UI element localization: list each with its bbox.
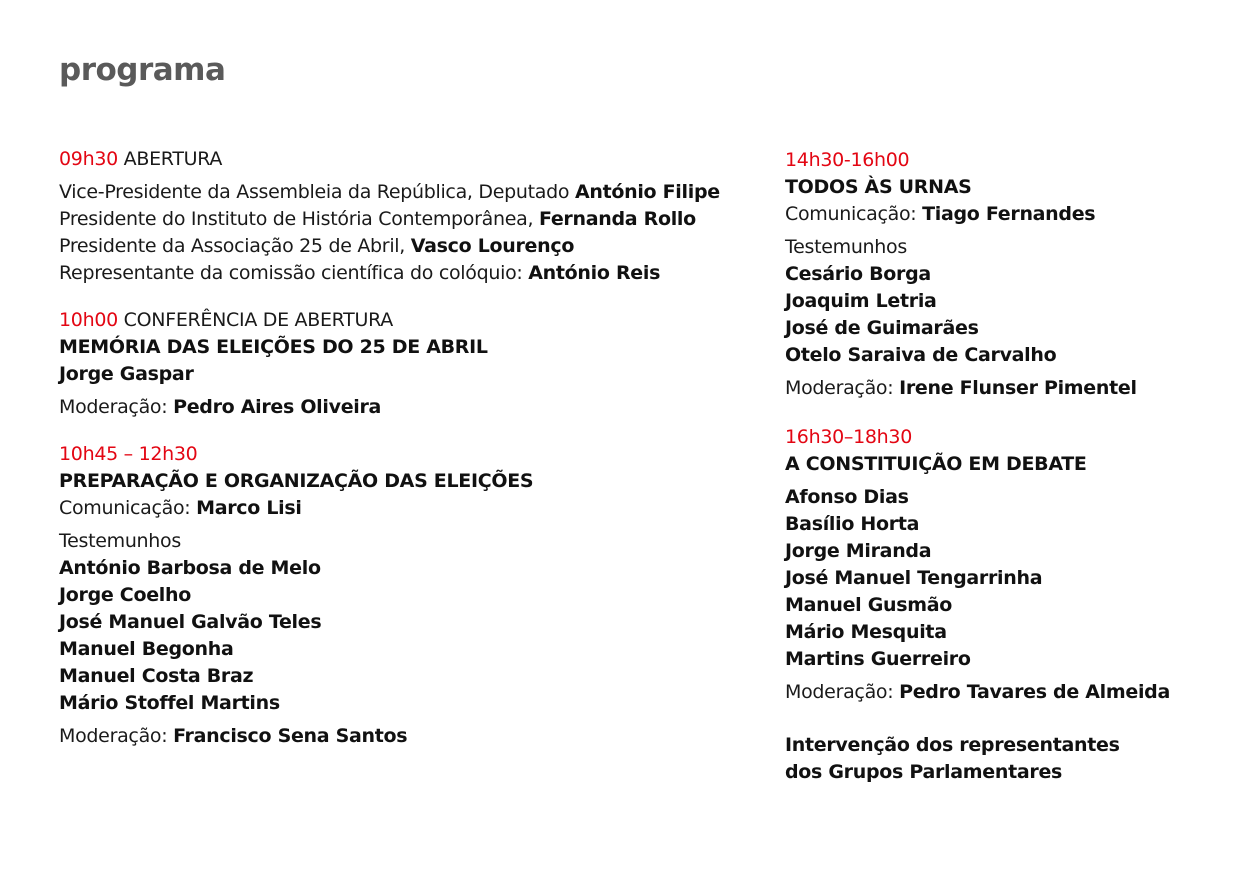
debate-speaker: Mário Mesquita: [785, 621, 947, 643]
session-time: 16h30–18h30: [785, 426, 912, 448]
testimony-speaker: António Barbosa de Melo: [59, 557, 321, 579]
communication-line: [59, 495, 759, 522]
speaker-name: Jorge Gaspar: [59, 363, 194, 385]
moderation-line: [59, 394, 759, 421]
speaker-role: Vice-Presidente da Assembleia da República, Deputado: [59, 181, 575, 203]
testimony-speaker: José de Guimarães: [785, 317, 979, 339]
moderator-name: Pedro Aires Oliveira: [173, 396, 382, 418]
moderation-line: [59, 723, 759, 750]
closing-line: Intervenção dos representantes: [785, 734, 1120, 756]
speaker-name: Fernanda Rollo: [538, 208, 696, 230]
session-constitution-debate: [785, 424, 1225, 706]
opening-speaker-line: [59, 260, 759, 287]
debate-speaker: Martins Guerreiro: [785, 648, 971, 670]
communication-speaker: Marco Lisi: [196, 497, 302, 519]
session-label: CONFERÊNCIA DE ABERTURA: [123, 309, 393, 331]
moderator-name: Pedro Tavares de Almeida: [899, 681, 1170, 703]
session-time: 10h45 – 12h30: [59, 443, 198, 465]
session-parliamentary-groups: [785, 732, 1225, 786]
session-label: ABERTURA: [123, 148, 223, 170]
session-opening-conference: [59, 307, 759, 421]
communication-line: [785, 201, 1225, 228]
speaker-role: Representante da comissão científica do colóquio:: [59, 262, 529, 284]
opening-speaker-line: [59, 206, 759, 233]
communication-speaker: Tiago Fernandes: [922, 203, 1096, 225]
testimonies-label: Testemunhos: [785, 236, 907, 258]
debate-speaker: Basílio Horta: [785, 513, 920, 535]
speaker-name: Vasco Lourenço: [410, 235, 575, 257]
session-time-line: [59, 307, 759, 334]
session-time: 09h30: [59, 148, 118, 170]
session-heading: MEMÓRIA DAS ELEIÇÕES DO 25 DE ABRIL: [59, 336, 488, 358]
moderation-label: Moderação:: [785, 681, 900, 703]
session-preparation: [59, 441, 759, 750]
session-all-to-the-polls: [785, 147, 1225, 402]
moderation-label: Moderação:: [59, 396, 174, 418]
testimony-speaker: Joaquim Letria: [785, 290, 937, 312]
program-right-column: [785, 147, 1225, 808]
testimony-speaker: Otelo Saraiva de Carvalho: [785, 344, 1057, 366]
session-time: 14h30-16h00: [785, 149, 910, 171]
testimony-speaker: Jorge Coelho: [59, 584, 191, 606]
debate-speaker: Afonso Dias: [785, 486, 909, 508]
speaker-name: António Filipe: [574, 181, 720, 203]
session-heading: A CONSTITUIÇÃO EM DEBATE: [785, 453, 1087, 475]
testimony-speaker: José Manuel Galvão Teles: [59, 611, 322, 633]
moderation-line: [785, 375, 1225, 402]
communication-label: Comunicação:: [785, 203, 923, 225]
opening-speaker-line: [59, 233, 759, 260]
moderator-name: Francisco Sena Santos: [173, 725, 408, 747]
debate-speaker: Jorge Miranda: [785, 540, 932, 562]
closing-line: dos Grupos Parlamentares: [785, 761, 1063, 783]
testimony-speaker: Manuel Begonha: [59, 638, 234, 660]
moderation-label: Moderação:: [785, 377, 900, 399]
communication-label: Comunicação:: [59, 497, 197, 519]
testimony-speaker: Mário Stoffel Martins: [59, 692, 280, 714]
speaker-role: Presidente do Instituto de História Contemporânea,: [59, 208, 539, 230]
opening-speaker-line: [59, 179, 759, 206]
session-opening: [59, 146, 759, 287]
debate-speaker: José Manuel Tengarrinha: [785, 567, 1043, 589]
speaker-name: António Reis: [528, 262, 661, 284]
speaker-role: Presidente da Associação 25 de Abril,: [59, 235, 411, 257]
program-left-column: [59, 146, 759, 772]
moderation-label: Moderação:: [59, 725, 174, 747]
session-time: 10h00: [59, 309, 118, 331]
debate-speaker: Manuel Gusmão: [785, 594, 952, 616]
session-heading: PREPARAÇÃO E ORGANIZAÇÃO DAS ELEIÇÕES: [59, 470, 534, 492]
session-heading: TODOS ÀS URNAS: [785, 176, 972, 198]
testimony-speaker: Cesário Borga: [785, 263, 931, 285]
session-time-line: [59, 146, 759, 173]
testimonies-label: Testemunhos: [59, 530, 181, 552]
testimony-speaker: Manuel Costa Braz: [59, 665, 254, 687]
moderator-name: Irene Flunser Pimentel: [899, 377, 1137, 399]
page-title: programa: [59, 52, 226, 88]
moderation-line: [785, 679, 1225, 706]
